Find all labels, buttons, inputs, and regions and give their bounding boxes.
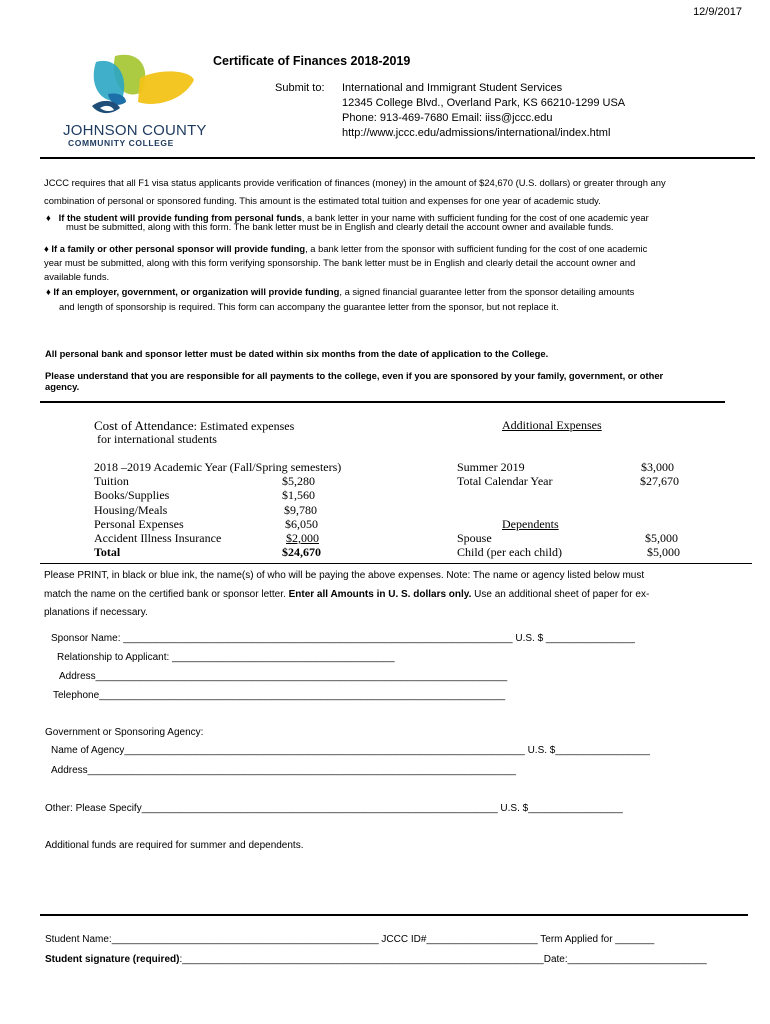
cost-label-insurance: Accident Illness Insurance <box>94 531 222 545</box>
sponsor-name-field[interactable]: Sponsor Name: ______________________________________________________________________ U.S. $ ________________ <box>51 633 635 644</box>
submit-line-1: International and Immigrant Student Services <box>342 82 563 94</box>
cost-label-personal: Personal Expenses <box>94 517 184 531</box>
summer-amount: $3,000 <box>641 460 674 474</box>
spouse-label: Spouse <box>457 531 492 545</box>
student-signature-row[interactable]: Student signature (required):_________________________________________________________________Date:_________________________ <box>45 954 707 965</box>
cost-amount-insurance: $2,000 <box>286 531 319 545</box>
instructions-line-1: Please PRINT, in black or blue ink, the name(s) of who will be paying the above expenses. Note: The name or agency listed below must <box>44 570 645 581</box>
notice-responsible-line-2: agency. <box>45 381 80 392</box>
bullet-3 <box>46 286 634 297</box>
cost-amount-tuition: $5,280 <box>282 474 315 488</box>
cost-label-housing: Housing/Meals <box>94 503 168 517</box>
bullet-1-bold: If the student will provide funding from personal funds <box>58 212 302 223</box>
agency-address-field[interactable]: Address_____________________________________________________________________________ <box>51 765 516 776</box>
child-amount: $5,000 <box>647 545 680 559</box>
agency-heading: Government or Sponsoring Agency: <box>45 727 204 738</box>
bullet-3-rest: , a signed financial guarantee letter from the sponsor detailing amounts <box>339 286 635 297</box>
bullet-1-rest: , a bank letter in your name with sufficient funding for the cost of one academic year <box>301 212 649 223</box>
intro-line-2: combination of personal or sponsored funding. This amount is the estimated total tuition and expenses for one year of academic study. <box>44 195 601 206</box>
page-title: Certificate of Finances 2018-2019 <box>213 54 411 68</box>
agency-name-field[interactable]: Name of Agency________________________________________________________________________ U.S. $_________________ <box>51 745 650 756</box>
costs-heading-line-2: for international students <box>97 432 217 446</box>
dependents-heading: Dependents <box>502 517 559 531</box>
submit-line-3: Phone: 913-469-7680 Email: iiss@jccc.edu <box>342 112 553 124</box>
cost-amount-housing: $9,780 <box>284 503 317 517</box>
student-name-row[interactable]: Student Name:________________________________________________ JCCC ID#____________________ Term Applied for _______ <box>45 934 655 945</box>
cost-label-books: Books/Supplies <box>94 488 170 502</box>
intro-line-1: JCCC requires that all F1 visa status applicants provide verification of finances (money) in the amount of $24,670 (U.S. dollars) or greater through any <box>44 177 666 188</box>
bullet-3-line-2: and length of sponsorship is required. This form can accompany the guarantee letter from the sponsor, but not replace it. <box>59 301 559 312</box>
other-specify-field[interactable]: Other: Please Specify________________________________________________________________ U.S. $_________________ <box>45 803 623 814</box>
child-label: Child (per each child) <box>457 545 562 559</box>
bullet-3-bold: If an employer, government, or organization will provide funding <box>53 286 340 297</box>
notice-responsible-line-1: Please understand that you are responsible for all payments to the college, even if you are sponsored by your family, government, or other <box>45 370 664 381</box>
additional-funds-note: Additional funds are required for summer and dependents. <box>45 840 304 851</box>
submit-to-label: Submit to: <box>275 82 325 94</box>
bullet-2 <box>44 243 647 254</box>
relationship-field[interactable]: Relationship to Applicant: ________________________________________ <box>57 652 395 663</box>
document-date: 12/9/2017 <box>693 6 742 18</box>
jccc-logo <box>60 44 210 154</box>
spouse-amount: $5,000 <box>645 531 678 545</box>
costs-bottom-divider <box>40 563 752 564</box>
notice-dated: All personal bank and sponsor letter must be dated within six months from the date of application to the College. <box>45 348 549 359</box>
cost-amount-personal: $6,050 <box>285 517 318 531</box>
bullet-2-line-2: year must be submitted, along with this form verifying sponsorship. The bank letter must be in English and clearly detail the account owner and <box>44 257 636 268</box>
cost-amount-books: $1,560 <box>282 488 315 502</box>
cost-label-tuition: Tuition <box>94 474 129 488</box>
instructions-line-3: planations if necessary. <box>44 607 148 618</box>
diamond-icon: ♦ <box>46 286 51 297</box>
costs-top-divider <box>40 401 725 403</box>
calendar-year-label: Total Calendar Year <box>457 474 553 488</box>
instructions-line-2: match the name on the certified bank or sponsor letter. Enter all Amounts in U. S. dollars only. Use an additional sheet of paper for ex- <box>44 589 650 600</box>
bullet-1-line-2: must be submitted, along with this form. The bank letter must be in English and clearly detail the account owner and available funds. <box>66 221 614 232</box>
bullet-2-line-3: available funds. <box>44 271 110 282</box>
leaf-logo-icon <box>60 44 210 124</box>
cost-total-amount: $24,670 <box>282 545 321 559</box>
costs-heading: Cost of Attendance: Estimated expenses <box>94 418 295 433</box>
sponsor-telephone-field[interactable]: Telephone_________________________________________________________________________ <box>53 690 506 701</box>
logo-name-line1: JOHNSON COUNTY <box>63 122 207 139</box>
calendar-year-amount: $27,670 <box>640 474 679 488</box>
submit-line-2: 12345 College Blvd., Overland Park, KS 66210-1299 USA <box>342 97 626 109</box>
sponsor-address-field[interactable]: Address__________________________________________________________________________ <box>59 671 508 682</box>
additional-expenses-heading: Additional Expenses <box>502 418 602 432</box>
student-divider <box>40 914 748 916</box>
logo-name-line2: COMMUNITY COLLEGE <box>68 138 174 148</box>
summer-label: Summer 2019 <box>457 460 525 474</box>
academic-year-label: 2018 –2019 Academic Year (Fall/Spring semesters) <box>94 460 342 474</box>
bullet-2-bold: If a family or other personal sponsor will provide funding <box>51 243 306 254</box>
header-divider <box>40 157 755 159</box>
diamond-icon: ♦ <box>44 243 49 254</box>
diamond-icon: ♦ <box>46 212 51 223</box>
submit-line-4: http://www.jccc.edu/admissions/international/index.html <box>342 127 611 139</box>
bullet-2-rest: , a bank letter from the sponsor with sufficient funding for the cost of one academic <box>305 243 648 254</box>
cost-total-label: Total <box>94 545 121 559</box>
